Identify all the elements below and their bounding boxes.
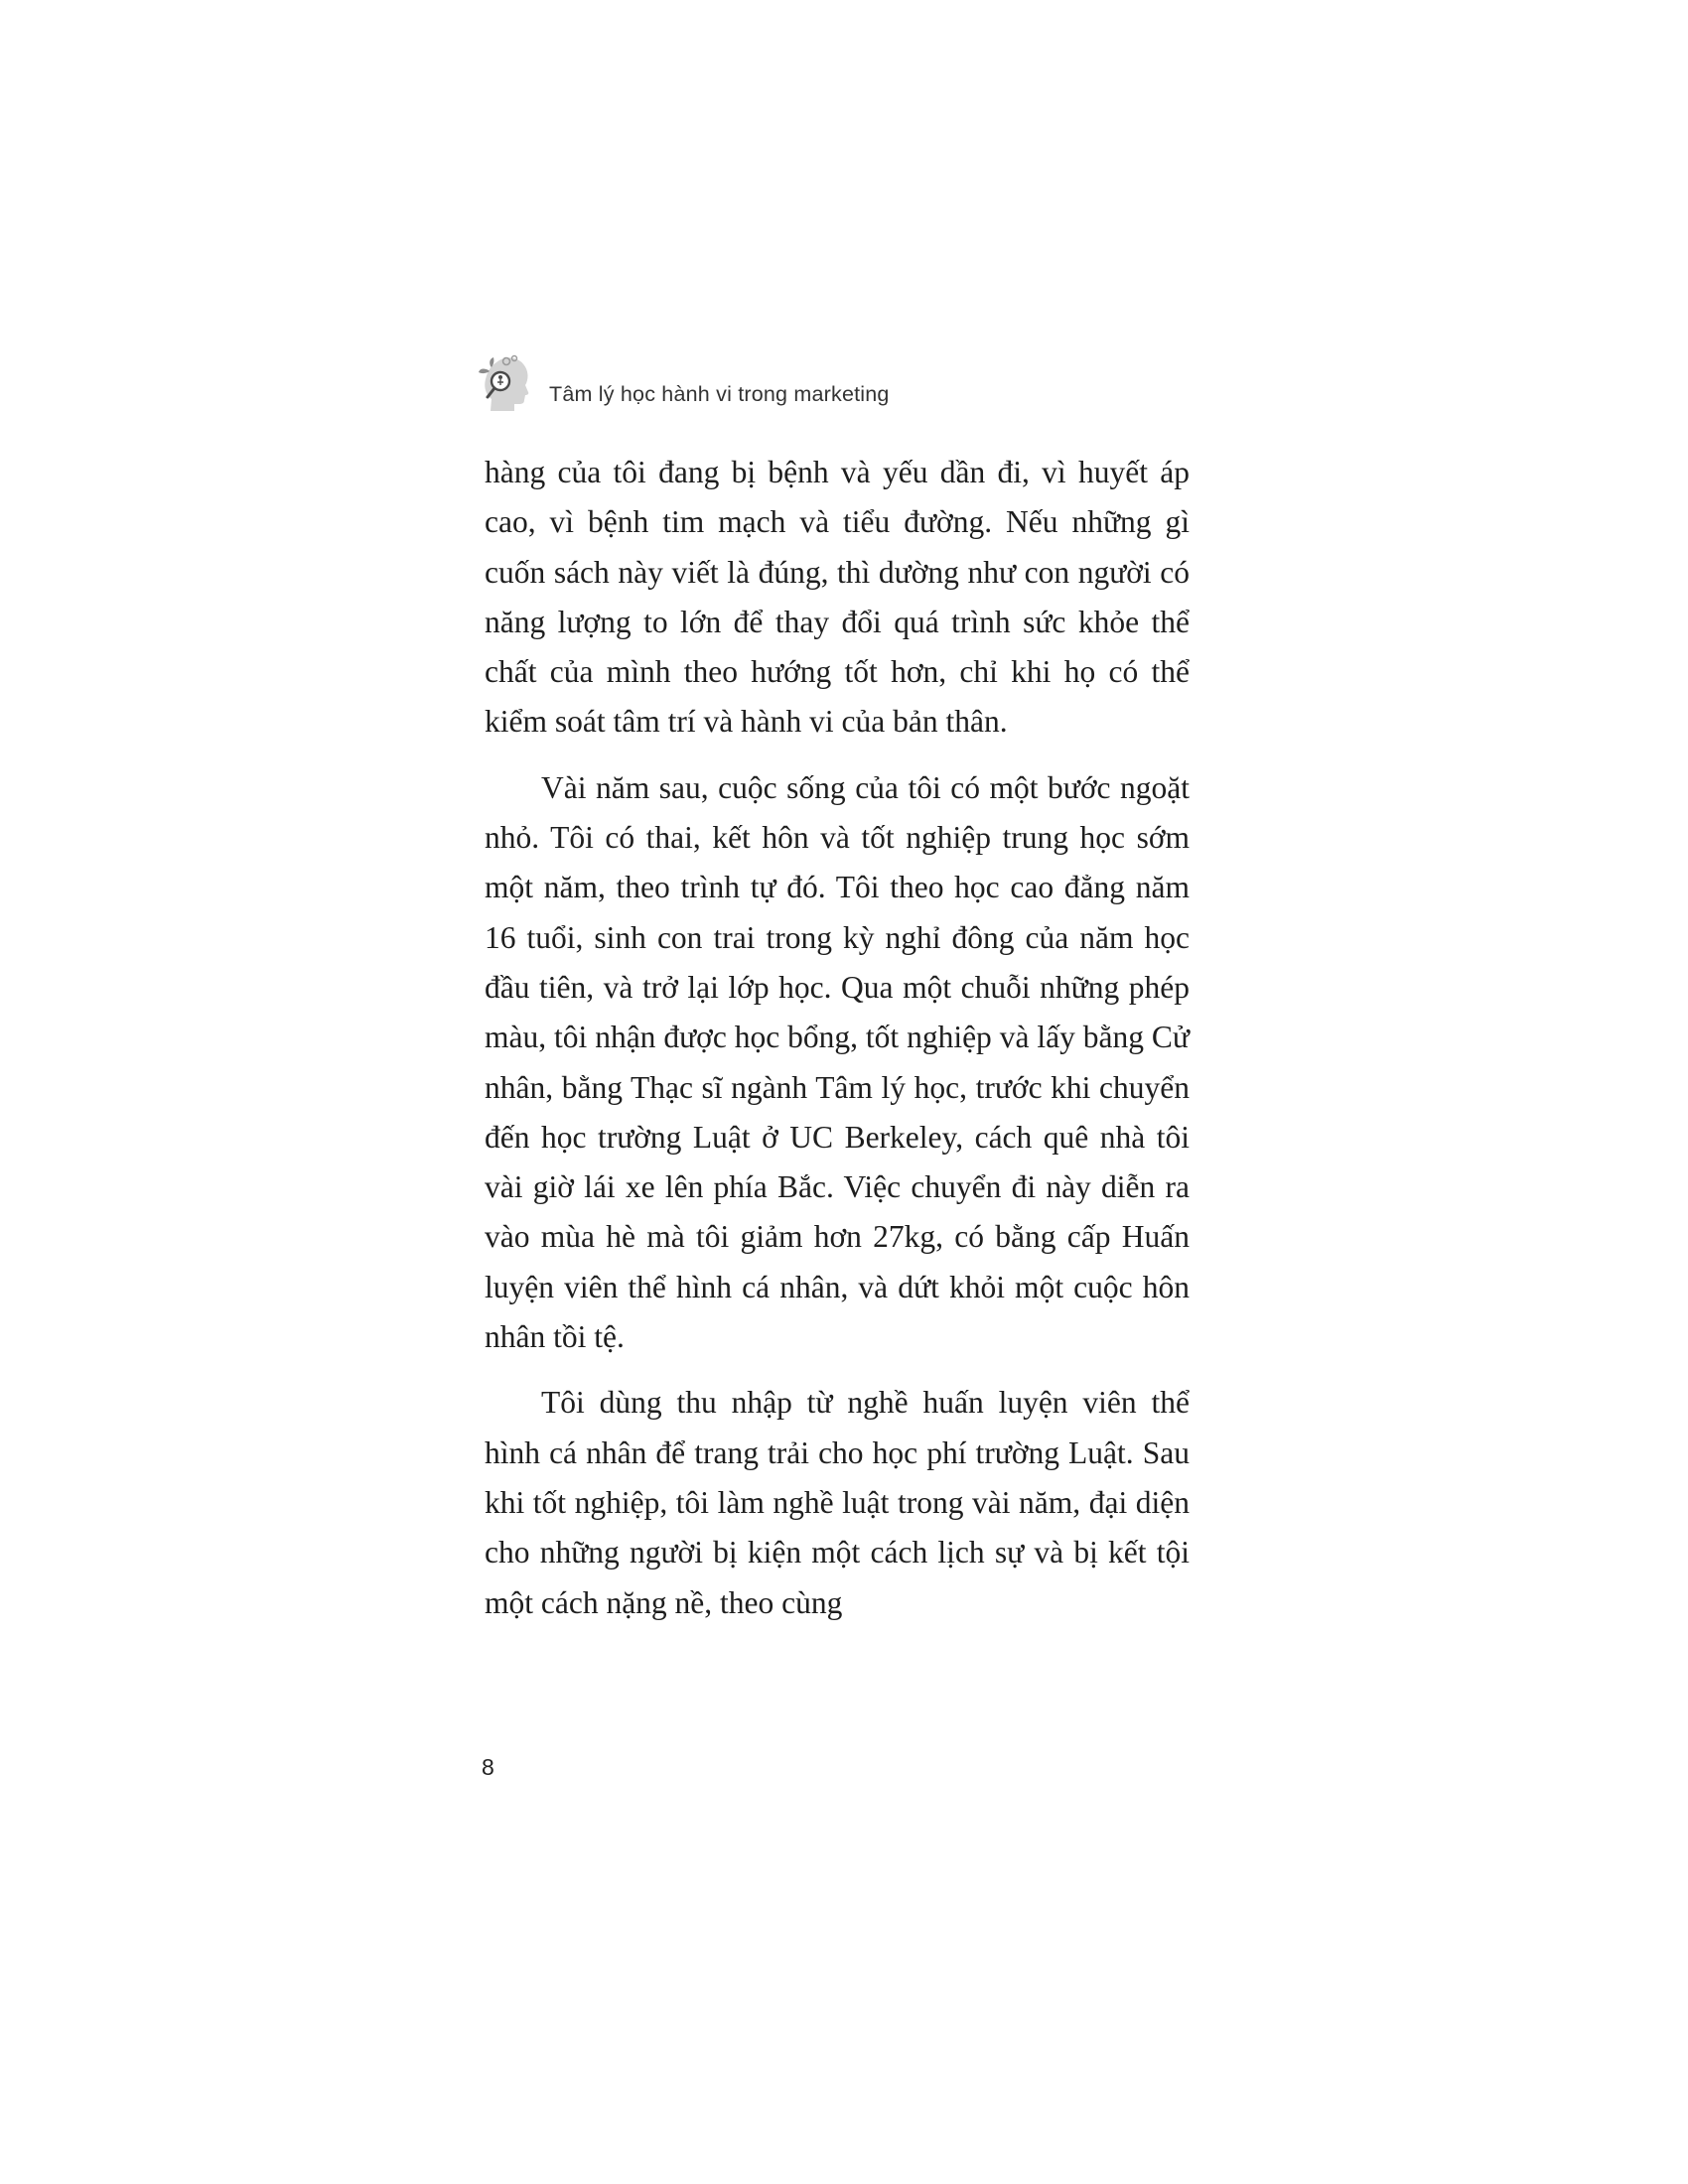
paragraph: Tôi dùng thu nhập từ nghề huấn luyện viên thể hình cá nhân để trang trải cho học phí trường Luật. Sau khi tốt nghiệp, tôi làm nghề luật trong vài năm, đại diện cho những người bị kiện một cách lịch sự và bị kết tội một cách nặng nề, theo cùng [485, 1385, 1190, 1620]
paragraph-continued: hàng của tôi đang bị bệnh và yếu dần đi, vì huyết áp cao, vì bệnh tim mạch và tiểu đường. Nếu những gì cuốn sách này viết là đúng, thì dường như con người có năng lượng to lớn để thay đổi quá trình sức khỏe thể chất của mình theo hướng tốt hơn, chỉ khi họ có thể kiểm soát tâm trí và hành vi của bản thân. [485, 455, 1190, 740]
paragraph: Vài năm sau, cuộc sống của tôi có một bước ngoặt nhỏ. Tôi có thai, kết hôn và tốt nghiệp trung học sớm một năm, theo trình tự đó. Tôi theo học cao đẳng năm 16 tuổi, sinh con trai trong kỳ nghỉ đông của năm học đầu tiên, và trở lại lớp học. Qua một chuỗi những phép màu, tôi nhận được học bổng, tốt nghiệp và lấy bằng Cử nhân, bằng Thạc sĩ ngành Tâm lý học, trước khi chuyển đến học trường Luật ở UC Berkeley, cách quê nhà tôi vài giờ lái xe lên phía Bắc. Việc chuyển đi này diễn ra vào mùa hè mà tôi giảm hơn 27kg, có bằng cấp Huấn luyện viên thể hình cá nhân, và dứt khỏi một cuộc hôn nhân tồi tệ. [485, 769, 1190, 1355]
running-header-title: Tâm lý học hành vi trong marketing [549, 382, 890, 406]
head-magnifier-icon [477, 352, 532, 412]
page-number: 8 [482, 1754, 494, 1780]
body-text [485, 448, 1190, 1644]
running-header [477, 352, 1231, 412]
